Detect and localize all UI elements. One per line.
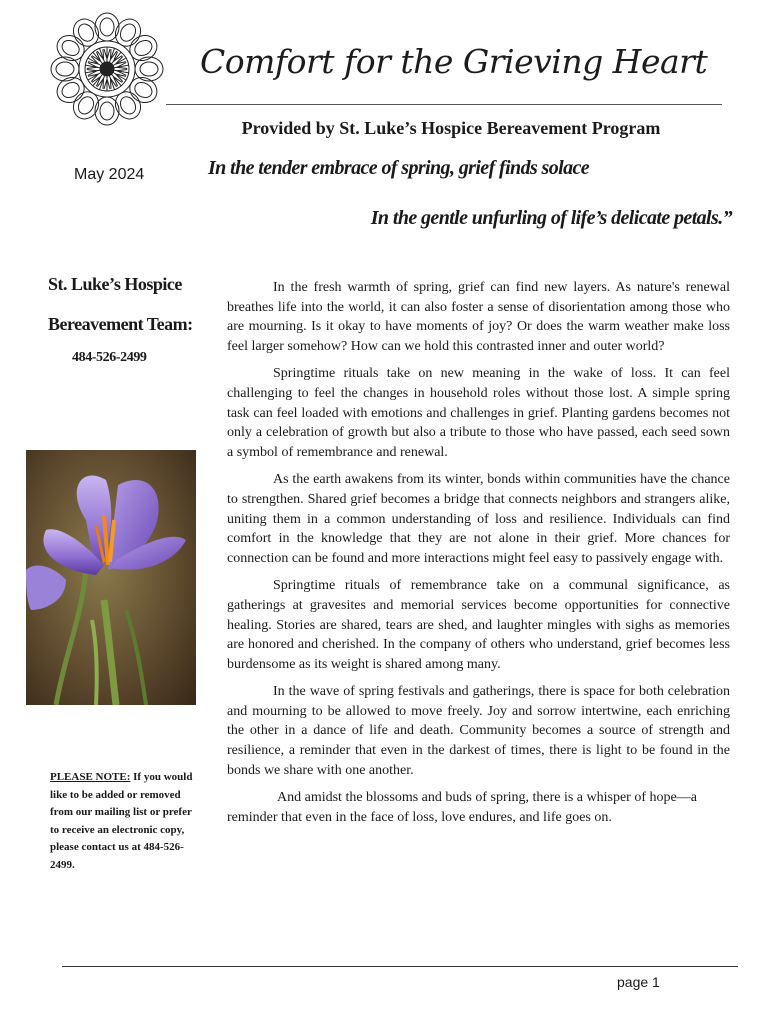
mailing-note bbox=[50, 769, 198, 874]
newsletter-title: Comfort for the Grieving Heart bbox=[200, 42, 708, 81]
title-divider bbox=[166, 104, 722, 105]
paragraph-2: Springtime rituals take on new meaning in the wake of loss. It can feel challenging to feel the changes in household roles without those lost. A simple spring task can feel loaded with emotions and challenges in grief. Planting gardens becomes not only a celebration of growth but also a tribute to those who have passed, each seed sown a symbol of remembrance and renewal. bbox=[227, 366, 730, 460]
page-number: page 1 bbox=[617, 974, 660, 990]
paragraph-1: In the fresh warmth of spring, grief can find new layers. As nature's renewal breathes life into the world, it can also foster a sense of disorientation among those who are mourning. Is it okay to have moments of joy? Or does the warm weather make loss feel larger somehow? How can we hold this contrasted inner and outer world? bbox=[227, 280, 730, 354]
quote-line-1: In the tender embrace of spring, grief finds solace bbox=[208, 157, 590, 179]
paragraph-4: Springtime rituals of remembrance take on a communal significance, as gatherings at gravesites and memorial services become opportunities for connective healing. Stories are shared, tears are shed, and laughter mingles with sighs as memories are honored and cherished. In the company of others who understand, grief becomes less burdensome as its weight is shared among many. bbox=[227, 578, 730, 672]
paragraph-5: In the wave of spring festivals and gatherings, there is space for both celebration and mourning to be allowed to move freely. Joy and sorrow intertwine, each enriching the other in a dance of life and death. Community becomes a source of strength and resilience, a reminder that even in the darkest of times, there is light to be found in the bonds we share with one another. bbox=[227, 684, 730, 778]
crocus-photo bbox=[26, 450, 196, 705]
mandala-logo bbox=[50, 10, 164, 128]
paragraph-3: As the earth awakens from its winter, bonds within communities have the chance to strengthen. Shared grief becomes a bridge that connects neighbors and strangers alike, uniting them in a common understanding of loss and resilience. Individuals can find comfort in the knowledge that they are not alone in their grief. More chances for connection can be found and more interactions might feel easy to passively engage with. bbox=[227, 472, 730, 566]
paragraph-6: And amidst the blossoms and buds of spring, there is a whisper of hope—a reminder that even in the face of loss, love endures, and life goes on. bbox=[227, 790, 697, 825]
team-phone: 484-526-2499 bbox=[72, 350, 147, 365]
team-name: St. Luke’s Hospice bbox=[48, 274, 182, 294]
issue-date: May 2024 bbox=[74, 166, 145, 183]
article-body bbox=[227, 278, 730, 835]
provided-by-line: Provided by St. Luke’s Hospice Bereavement Program bbox=[241, 118, 661, 138]
footer-divider bbox=[62, 966, 738, 967]
team-label: Bereavement Team: bbox=[48, 314, 193, 334]
note-text: If you would like to be added or removed from our mailing list or prefer to receive an electronic copy, please contact us at 484-526-2499. bbox=[50, 771, 193, 871]
note-heading: PLEASE NOTE: bbox=[50, 771, 131, 783]
quote-line-2: In the gentle unfurling of life’s delicate petals.” bbox=[370, 207, 732, 229]
